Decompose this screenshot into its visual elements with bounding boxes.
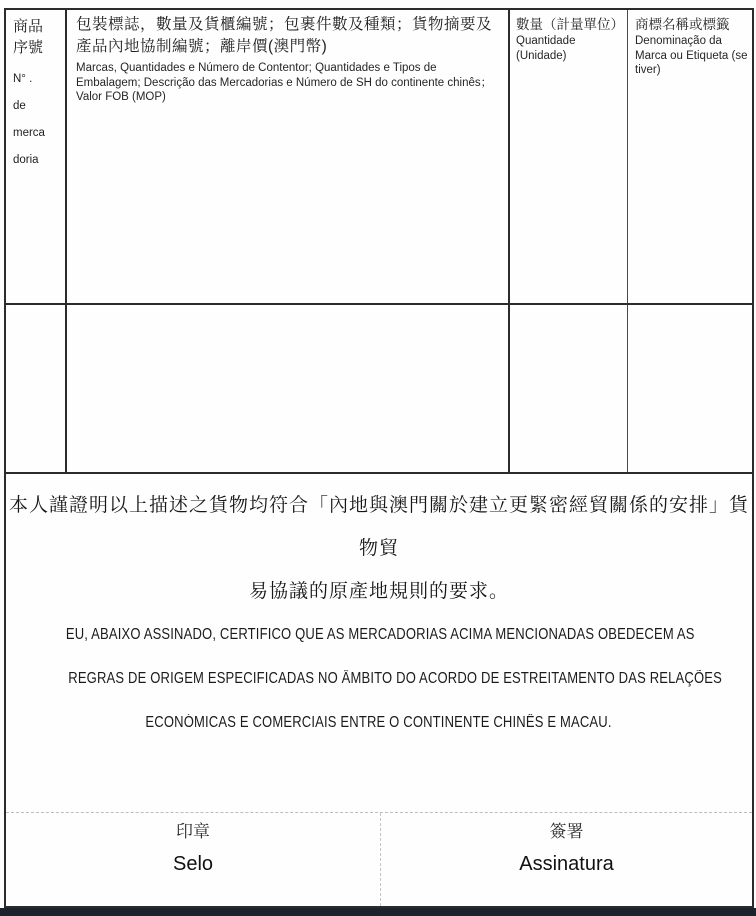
- certification-statement: [6, 472, 752, 812]
- quantity-header-pt-line2: (Unidade): [516, 49, 567, 62]
- column-description-header: [65, 10, 508, 303]
- signature-label-pt: Assinatura: [519, 853, 614, 875]
- description-header-cn: 包裝標誌，數量及貨櫃編號；包裹件數及種類；貨物摘要及產品內地協制編號；離岸價(澳門幣): [76, 16, 493, 55]
- empty-cell-item-number: [6, 305, 65, 472]
- quantity-header-cn: 數量（計量單位）: [516, 17, 624, 32]
- seal-label-cn: 印章: [176, 822, 210, 841]
- empty-cell-quantity: [508, 305, 627, 472]
- item-number-pt-word: merca: [13, 127, 45, 139]
- empty-cell-brand: [627, 305, 752, 472]
- certificate-table: [4, 8, 754, 908]
- certification-pt-line: ECONÓMICAS E COMERCIAIS ENTRE O CONTINENTE CHINÊS E MACAU.: [145, 714, 613, 731]
- seal-signature-row: [6, 812, 752, 906]
- brand-header-pt: Denominação da Marca ou Etiqueta (se tiver): [635, 35, 748, 76]
- item-number-pt-word: doria: [13, 154, 39, 166]
- table-header-row: [6, 10, 752, 303]
- column-brand-header: [627, 10, 752, 303]
- seal-label-pt: Selo: [172, 853, 214, 875]
- column-quantity-header: [508, 10, 627, 303]
- item-number-pt-word: de: [13, 100, 26, 112]
- description-header-pt: Marcas, Quantidades e Número de Contentor; Quantidades e Tipos de Embalagem; Descrição das Mercadorias e Número de SH do continente chinês；Valor FOB (MOP): [76, 62, 493, 103]
- certification-cn-line2: 易協議的原產地規則的要求。: [248, 581, 509, 602]
- item-number-cn-line2: 序號: [13, 39, 44, 56]
- certification-pt-line: EU, ABAIXO ASSINADO, CERTIFICO QUE AS MERCADORIAS ACIMA MENCIONADAS OBEDECEM AS: [65, 626, 695, 643]
- table-empty-row: [6, 303, 752, 472]
- brand-header-cn: 商標名稱或標籤: [635, 17, 730, 32]
- certification-cn-line1: 本人謹證明以上描述之貨物均符合「內地與澳門關於建立更緊密經貿關係的安排」貨物貿: [8, 495, 749, 559]
- signature-cell: [380, 813, 752, 906]
- signature-label-cn: 簽署: [549, 822, 584, 841]
- quantity-header-pt-line1: Quantidade: [516, 35, 576, 47]
- empty-cell-description: [65, 305, 508, 472]
- bottom-dark-bar: [0, 908, 756, 916]
- item-number-pt-word: N° .: [13, 73, 33, 85]
- certification-pt-line: REGRAS DE ORIGEM ESPECIFICADAS NO ÂMBITO DO ACORDO DE ESTREITAMENTO DAS RELAÇÕES: [68, 670, 722, 687]
- column-item-number-header: [6, 10, 65, 303]
- seal-cell: [6, 813, 380, 906]
- item-number-cn-line1: 商品: [13, 18, 44, 35]
